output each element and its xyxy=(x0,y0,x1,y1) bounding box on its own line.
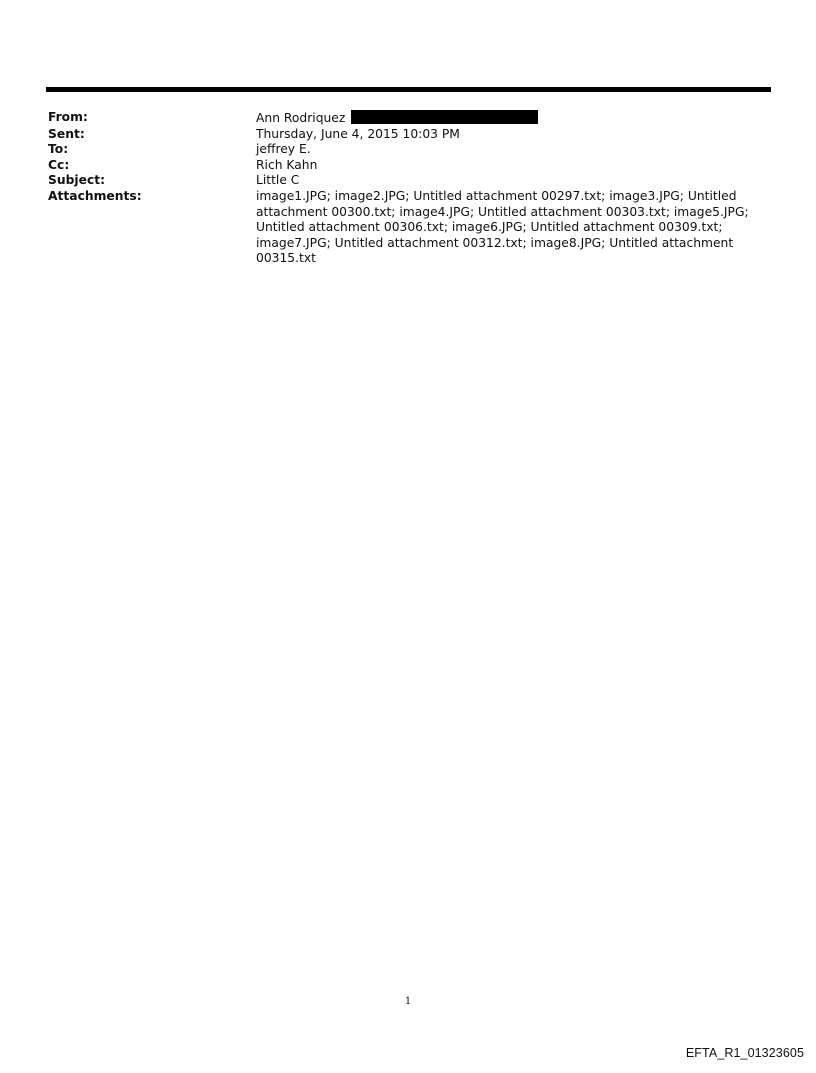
attachments-label: Attachments: xyxy=(48,188,142,203)
subject-row xyxy=(48,173,770,189)
bates-number: EFTA_R1_01323605 xyxy=(685,1046,804,1060)
to-value: jeffrey E. xyxy=(256,142,311,157)
cc-label: Cc: xyxy=(48,157,70,172)
to-row xyxy=(48,142,770,158)
from-value-container xyxy=(256,110,770,127)
from-row xyxy=(48,110,770,127)
attachments-line: image7.JPG; Untitled attachment 00312.txt; image8.JPG; Untitled attachment 00315.txt xyxy=(256,235,734,266)
cc-row xyxy=(48,158,770,174)
subject-label: Subject: xyxy=(48,173,106,188)
attachments-line: attachment 00300.txt; image4.JPG; Untitled attachment 00303.txt; image5.JPG; xyxy=(256,204,749,219)
page-number: 1 xyxy=(404,996,412,1007)
email-header xyxy=(48,110,770,267)
attachments-line: image1.JPG; image2.JPG; Untitled attachment 00297.txt; image3.JPG; Untitled xyxy=(256,188,737,203)
redaction-block xyxy=(351,110,538,124)
attachments-row xyxy=(48,189,770,267)
attachments-line: Untitled attachment 00306.txt; image6.JPG; Untitled attachment 00309.txt; xyxy=(256,220,723,235)
sent-value: Thursday, June 4, 2015 10:03 PM xyxy=(256,126,460,141)
sent-label: Sent: xyxy=(48,126,85,141)
subject-value: Little C xyxy=(256,173,300,188)
cc-value: Rich Kahn xyxy=(256,157,318,172)
to-label: To: xyxy=(48,142,69,157)
attachments-value xyxy=(256,189,770,267)
header-divider xyxy=(46,87,771,92)
from-label: From: xyxy=(48,110,88,124)
sent-row xyxy=(48,127,770,143)
from-value: Ann Rodriquez xyxy=(256,111,346,125)
